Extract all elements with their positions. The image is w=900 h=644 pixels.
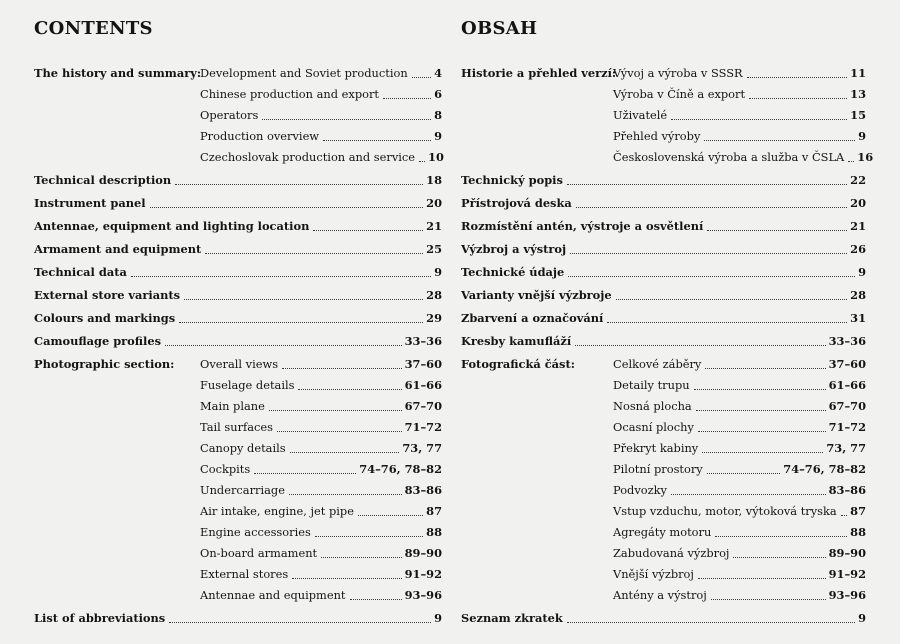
toc-entry bbox=[34, 480, 442, 501]
page-number: 61–66 bbox=[828, 378, 866, 392]
dot-leader bbox=[298, 389, 401, 390]
toc-group-title: Photographic section: bbox=[34, 357, 175, 371]
toc-entry bbox=[461, 216, 866, 237]
page-number: 21 bbox=[426, 219, 442, 233]
page-number: 25 bbox=[426, 242, 442, 256]
toc-subsection-title: Překryt kabiny bbox=[613, 441, 699, 455]
toc-entry bbox=[34, 396, 442, 417]
toc-entry bbox=[461, 285, 866, 306]
page-number: 20 bbox=[426, 196, 442, 210]
toc-entry bbox=[461, 543, 866, 564]
page-number: 87 bbox=[426, 504, 442, 518]
page-number: 26 bbox=[850, 242, 866, 256]
dot-leader bbox=[277, 431, 402, 432]
page-number: 88 bbox=[850, 525, 866, 539]
toc-subsection-title: Pilotní prostory bbox=[613, 462, 703, 476]
toc-subsection-title: Ocasní plochy bbox=[613, 420, 694, 434]
toc-entry bbox=[461, 262, 866, 283]
toc-subsection-title: Vstup vzduchu, motor, výtoková tryska bbox=[613, 504, 837, 518]
toc-entry bbox=[34, 126, 442, 147]
page-number: 9 bbox=[434, 611, 442, 625]
toc-entry bbox=[461, 480, 866, 501]
dot-leader bbox=[705, 368, 825, 369]
toc-entry bbox=[461, 564, 866, 585]
page-number: 73, 77 bbox=[402, 441, 442, 455]
toc-entry bbox=[34, 459, 442, 480]
toc-entry bbox=[461, 308, 866, 329]
toc-entry bbox=[34, 522, 442, 543]
dot-leader bbox=[350, 599, 402, 600]
toc-group-title: The history and summary: bbox=[34, 66, 202, 80]
toc-subsection-title: Uživatelé bbox=[613, 108, 668, 122]
dot-leader bbox=[292, 578, 401, 579]
page-number: 11 bbox=[850, 66, 866, 80]
page-number: 89–90 bbox=[404, 546, 442, 560]
page-number: 93–96 bbox=[828, 588, 866, 602]
page-number: 28 bbox=[426, 288, 442, 302]
toc-subsection-title: Development and Soviet production bbox=[200, 66, 408, 80]
toc-entry bbox=[34, 543, 442, 564]
page-number: 9 bbox=[434, 129, 442, 143]
page-number: 9 bbox=[434, 265, 442, 279]
page-number: 8 bbox=[434, 108, 442, 122]
toc-subsection-title: External stores bbox=[200, 567, 289, 581]
page-number: 6 bbox=[434, 87, 442, 101]
page-number: 67–70 bbox=[404, 399, 442, 413]
page-number: 74–76, 78–82 bbox=[783, 462, 866, 476]
dot-leader bbox=[383, 98, 431, 99]
dot-leader bbox=[568, 276, 855, 277]
dot-leader bbox=[262, 119, 431, 120]
page-number: 87 bbox=[850, 504, 866, 518]
page-number: 73, 77 bbox=[826, 441, 866, 455]
toc-entry bbox=[461, 396, 866, 417]
dot-leader bbox=[698, 431, 826, 432]
dot-leader bbox=[282, 368, 402, 369]
dot-leader bbox=[150, 207, 424, 208]
toc-section-title: Technical data bbox=[34, 265, 127, 279]
toc-entry bbox=[34, 193, 442, 214]
toc-subsection-title: Zabudovaná výzbroj bbox=[613, 546, 730, 560]
dot-leader bbox=[131, 276, 431, 277]
page-number: 71–72 bbox=[404, 420, 442, 434]
page-number: 71–72 bbox=[828, 420, 866, 434]
toc-entry bbox=[34, 585, 442, 606]
toc-subsection-title: Nosná plocha bbox=[613, 399, 692, 413]
dot-leader bbox=[747, 77, 848, 78]
toc-subsection-title: Tail surfaces bbox=[200, 420, 274, 434]
page-number: 93–96 bbox=[404, 588, 442, 602]
dot-leader bbox=[289, 494, 402, 495]
toc-section-title: Camouflage profiles bbox=[34, 334, 162, 348]
dot-leader bbox=[323, 140, 431, 141]
toc-subsection-title: Operators bbox=[200, 108, 259, 122]
dot-leader bbox=[315, 536, 423, 537]
toc-subsection-title: On-board armament bbox=[200, 546, 318, 560]
toc-entry bbox=[461, 105, 866, 126]
toc-subsection-title: Production overview bbox=[200, 129, 320, 143]
page-number: 9 bbox=[858, 611, 866, 625]
contents-heading: CONTENTS bbox=[34, 18, 153, 39]
toc-entry bbox=[34, 147, 442, 168]
toc-section-title: Instrument panel bbox=[34, 196, 146, 210]
toc-section-title: Seznam zkratek bbox=[461, 611, 563, 625]
dot-leader bbox=[576, 207, 847, 208]
toc-section-title: Rozmístění antén, výstroje a osvětlení bbox=[461, 219, 704, 233]
toc-entry bbox=[461, 170, 866, 191]
dot-leader bbox=[694, 389, 826, 390]
page-number: 74–76, 78–82 bbox=[359, 462, 442, 476]
page-number: 91–92 bbox=[404, 567, 442, 581]
toc-entry bbox=[34, 438, 442, 459]
toc-section-title: Technický popis bbox=[461, 173, 563, 187]
toc-list-czech bbox=[461, 63, 874, 629]
page-number: 83–86 bbox=[828, 483, 866, 497]
dot-leader bbox=[321, 557, 401, 558]
toc-subsection-title: Overall views bbox=[200, 357, 279, 371]
dot-leader bbox=[567, 622, 855, 623]
toc-section-title: Zbarvení a označování bbox=[461, 311, 604, 325]
toc-entry bbox=[34, 375, 442, 396]
dot-leader bbox=[169, 622, 431, 623]
toc-subsection-title: Canopy details bbox=[200, 441, 286, 455]
page-number: 31 bbox=[850, 311, 866, 325]
toc-section-title: Přístrojová deska bbox=[461, 196, 572, 210]
toc-entry bbox=[461, 501, 866, 522]
toc-entry bbox=[461, 438, 866, 459]
toc-entry bbox=[461, 459, 866, 480]
toc-subsection-title: Celkové záběry bbox=[613, 357, 702, 371]
dot-leader bbox=[358, 515, 423, 516]
toc-section-title: Kresby kamufláží bbox=[461, 334, 572, 348]
dot-leader bbox=[179, 322, 423, 323]
toc-entry bbox=[34, 501, 442, 522]
toc-entry bbox=[461, 375, 866, 396]
dot-leader bbox=[269, 410, 402, 411]
page-number: 15 bbox=[850, 108, 866, 122]
page-number: 61–66 bbox=[404, 378, 442, 392]
page-number: 21 bbox=[850, 219, 866, 233]
page-number: 9 bbox=[858, 265, 866, 279]
toc-subsection-title: Antény a výstroj bbox=[613, 588, 707, 602]
page-number: 13 bbox=[850, 87, 866, 101]
toc-section-title: List of abbreviations bbox=[34, 611, 166, 625]
toc-entry bbox=[34, 564, 442, 585]
toc-section-title: Výzbroj a výstroj bbox=[461, 242, 567, 256]
page-number: 9 bbox=[858, 129, 866, 143]
dot-leader bbox=[290, 452, 400, 453]
toc-entry bbox=[461, 147, 874, 168]
page-number: 33–36 bbox=[828, 334, 866, 348]
toc-list-english bbox=[34, 63, 442, 629]
page-number: 33–36 bbox=[404, 334, 442, 348]
toc-entry bbox=[461, 417, 866, 438]
dot-leader bbox=[575, 345, 825, 346]
toc-entry bbox=[461, 522, 866, 543]
toc-entry bbox=[34, 105, 442, 126]
page-number: 67–70 bbox=[828, 399, 866, 413]
toc-entry bbox=[34, 239, 442, 260]
dot-leader bbox=[175, 184, 423, 185]
toc-section-title: Technické údaje bbox=[461, 265, 565, 279]
page-number: 88 bbox=[426, 525, 442, 539]
toc-entry bbox=[461, 63, 866, 84]
toc-subsection-title: Agregáty motoru bbox=[613, 525, 712, 539]
page-number: 20 bbox=[850, 196, 866, 210]
toc-entry bbox=[461, 585, 866, 606]
toc-subsection-title: Engine accessories bbox=[200, 525, 311, 539]
toc-subsection-title: Přehled výroby bbox=[613, 129, 701, 143]
dot-leader bbox=[704, 140, 855, 141]
dot-leader bbox=[165, 345, 402, 346]
toc-subsection-title: Czechoslovak production and service bbox=[200, 150, 416, 164]
toc-section-title: Varianty vnější výzbroje bbox=[461, 288, 612, 302]
toc-entry bbox=[34, 308, 442, 329]
page-number: 91–92 bbox=[828, 567, 866, 581]
toc-subsection-title: Vnější výzbroj bbox=[613, 567, 694, 581]
toc-entry bbox=[34, 84, 442, 105]
toc-entry bbox=[34, 354, 442, 375]
page-number: 28 bbox=[850, 288, 866, 302]
toc-entry bbox=[34, 417, 442, 438]
dot-leader bbox=[702, 452, 823, 453]
dot-leader bbox=[715, 536, 847, 537]
dot-leader bbox=[567, 184, 847, 185]
dot-leader bbox=[841, 515, 847, 516]
toc-group-title: Fotografická část: bbox=[461, 357, 575, 371]
dot-leader bbox=[313, 230, 423, 231]
dot-leader bbox=[607, 322, 847, 323]
dot-leader bbox=[419, 161, 425, 162]
toc-subsection-title: Main plane bbox=[200, 399, 265, 413]
page-number: 89–90 bbox=[828, 546, 866, 560]
toc-group-title: Historie a přehled verzí: bbox=[461, 66, 617, 80]
dot-leader bbox=[848, 161, 854, 162]
toc-section-title: Colours and markings bbox=[34, 311, 176, 325]
toc-entry bbox=[34, 63, 442, 84]
toc-entry bbox=[461, 608, 866, 629]
dot-leader bbox=[696, 410, 826, 411]
toc-section-title: Antennae, equipment and lighting location bbox=[34, 219, 310, 233]
toc-subsection-title: Cockpits bbox=[200, 462, 251, 476]
dot-leader bbox=[412, 77, 431, 78]
dot-leader bbox=[707, 230, 847, 231]
dot-leader bbox=[616, 299, 848, 300]
toc-subsection-title: Air intake, engine, jet pipe bbox=[200, 504, 354, 518]
toc-entry bbox=[34, 216, 442, 237]
dot-leader bbox=[711, 599, 826, 600]
toc-section-title: Armament and equipment bbox=[34, 242, 202, 256]
toc-subsection-title: Československá výroba a služba v ČSLA bbox=[613, 150, 845, 164]
page-number: 4 bbox=[434, 66, 442, 80]
dot-leader bbox=[205, 253, 423, 254]
page-number: 10 bbox=[428, 150, 444, 164]
dot-leader bbox=[184, 299, 423, 300]
toc-entry bbox=[461, 354, 866, 375]
toc-entry bbox=[34, 262, 442, 283]
toc-entry bbox=[461, 331, 866, 352]
toc-entry bbox=[461, 193, 866, 214]
toc-entry bbox=[34, 608, 442, 629]
dot-leader bbox=[254, 473, 356, 474]
page-number: 37–60 bbox=[404, 357, 442, 371]
toc-subsection-title: Antennae and equipment bbox=[200, 588, 346, 602]
page-number: 83–86 bbox=[404, 483, 442, 497]
toc-subsection-title: Výroba v Číně a export bbox=[613, 87, 746, 101]
toc-entry bbox=[34, 285, 442, 306]
toc-section-title: External store variants bbox=[34, 288, 181, 302]
toc-section-title: Technical description bbox=[34, 173, 172, 187]
dot-leader bbox=[749, 98, 847, 99]
toc-entry bbox=[461, 84, 866, 105]
dot-leader bbox=[733, 557, 825, 558]
toc-subsection-title: Fuselage details bbox=[200, 378, 295, 392]
toc-entry bbox=[34, 331, 442, 352]
dot-leader bbox=[570, 253, 847, 254]
toc-subsection-title: Undercarriage bbox=[200, 483, 285, 497]
dot-leader bbox=[671, 494, 826, 495]
page-number: 16 bbox=[857, 150, 874, 164]
toc-entry bbox=[461, 239, 866, 260]
dot-leader bbox=[707, 473, 781, 474]
toc-entry bbox=[461, 126, 866, 147]
toc-subsection-title: Detaily trupu bbox=[613, 378, 690, 392]
toc-subsection-title: Vývoj a výroba v SSSR bbox=[613, 66, 743, 80]
toc-subsection-title: Podvozky bbox=[613, 483, 667, 497]
toc-subsection-title: Chinese production and export bbox=[200, 87, 379, 101]
page-number: 22 bbox=[850, 173, 866, 187]
page-number: 37–60 bbox=[828, 357, 866, 371]
page-number: 18 bbox=[426, 173, 442, 187]
page-number: 29 bbox=[426, 311, 442, 325]
dot-leader bbox=[671, 119, 847, 120]
dot-leader bbox=[698, 578, 826, 579]
toc-entry bbox=[34, 170, 442, 191]
obsah-heading: OBSAH bbox=[461, 18, 538, 39]
